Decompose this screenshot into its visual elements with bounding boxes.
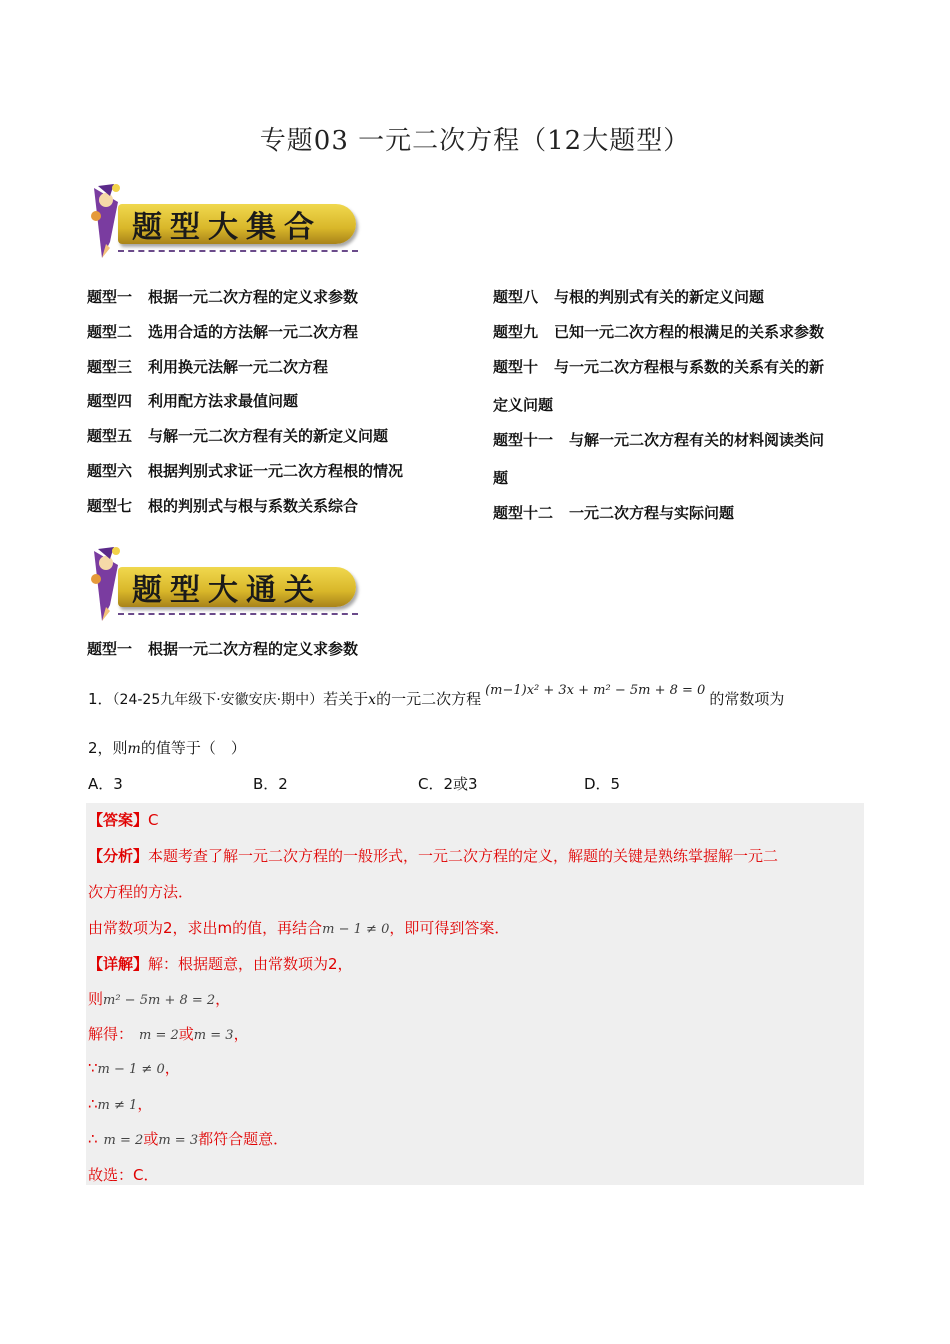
banner-type-practice	[88, 545, 358, 625]
toc-item[interactable]: 题型四 利用配方法求最值问题	[87, 392, 299, 410]
toc-item[interactable]: 题型八 与根的判别式有关的新定义问题	[493, 288, 765, 306]
page-title: 专题03 一元二次方程（12大题型）	[259, 126, 691, 156]
toc-item[interactable]: 题型三 利用换元法解一元二次方程	[87, 358, 329, 376]
toc-item-continuation[interactable]: 题	[493, 469, 509, 487]
wizard-pencil-mascot-icon	[88, 182, 132, 262]
analysis-line-2: 次方程的方法．	[88, 883, 194, 901]
toc-item[interactable]: 题型一 根据一元二次方程的定义求参数	[87, 288, 359, 306]
detail-line-6: ∴ m = 2或m = 3都符合题意．	[88, 1130, 289, 1148]
analysis-line-3: 由常数项为2，求出m的值，再结合m − 1 ≠ 0，即可得到答案．	[88, 919, 510, 937]
banner-type-collection	[88, 182, 358, 262]
analysis-line-1: 【分析】本题考查了解一元二次方程的一般形式，一元二次方程的定义，解题的关键是熟练掌握解一元二	[88, 847, 779, 865]
section-heading: 题型一 根据一元二次方程的定义求参数	[87, 640, 359, 658]
question-equation: (m−1)x² + 3x + m² − 5m + 8 = 0	[485, 683, 706, 698]
answer-line: 【答案】C	[88, 811, 159, 829]
toc-item[interactable]: 题型十二 一元二次方程与实际问题	[493, 504, 735, 522]
option-c[interactable]: C．2或3	[418, 775, 478, 793]
question-line-2: 2，则m的值等于（ ）	[88, 739, 246, 757]
toc-item[interactable]: 题型六 根据判别式求证一元二次方程根的情况	[87, 462, 404, 480]
wizard-pencil-mascot-icon	[88, 545, 132, 625]
option-a[interactable]: A．3	[88, 775, 123, 793]
toc-item[interactable]: 题型五 与解一元二次方程有关的新定义问题	[87, 427, 389, 445]
toc-item[interactable]: 题型十 与一元二次方程根与系数的关系有关的新	[493, 358, 825, 376]
detail-line-4: ∵m − 1 ≠ 0，	[88, 1059, 180, 1077]
toc-item[interactable]: 题型七 根的判别式与根与系数关系综合	[87, 497, 359, 515]
toc-item[interactable]: 题型二 选用合适的方法解一元二次方程	[87, 323, 359, 341]
detail-line-7: 故选：C．	[88, 1166, 159, 1184]
question-number: 1．	[88, 690, 113, 708]
detail-line-3: 解得： m = 2或m = 3，	[88, 1025, 249, 1043]
detail-line-2: 则m² − 5m + 8 = 2，	[88, 990, 231, 1008]
banner-title: 题型大集合	[132, 210, 322, 245]
banner-title: 题型大通关	[132, 573, 322, 608]
option-d[interactable]: D．5	[584, 775, 621, 793]
toc-item[interactable]: 题型九 已知一元二次方程的根满足的关系求参数	[493, 323, 825, 341]
question-line-1: 1．（24-25九年级下·安徽安庆·期中）若关于x的一元二次方程 (m−1)x² + 3x + m² − 5m + 8 = 0 的常数项为	[88, 683, 785, 708]
banner-divider	[118, 250, 358, 252]
banner-divider	[118, 613, 358, 615]
detail-line-1: 【详解】解：根据题意，由常数项为2，	[88, 955, 353, 973]
toc-item[interactable]: 题型十一 与解一元二次方程有关的材料阅读类问	[493, 431, 825, 449]
option-b[interactable]: B．2	[253, 775, 288, 793]
question-source: （24-25九年级下·安徽安庆·期中）	[112, 692, 324, 708]
toc-item-continuation[interactable]: 定义问题	[493, 396, 554, 414]
detail-line-5: ∴m ≠ 1，	[88, 1095, 153, 1113]
